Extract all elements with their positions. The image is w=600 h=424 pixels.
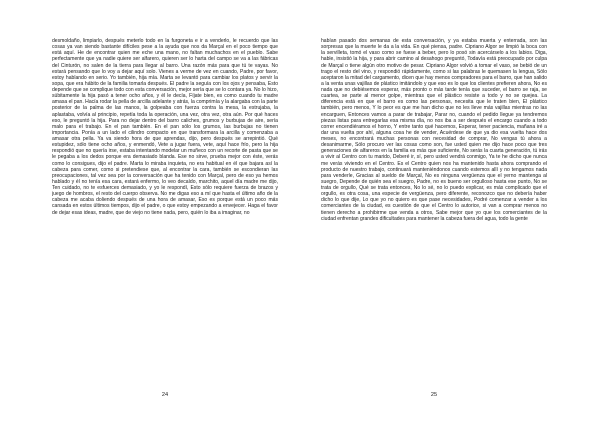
left-page-text: desmoldaño, limpiarlo, después meterlo todo en la furgoneta e ir a venderlo, le recuerdo que las cosas ya van siendo bastante difíciles pese a la ayuda que nos da Marçal en el poco tiempo que está aquí. He de encontrar quien me eche una mano, no faltan muchachos en el pueblo. Sabe perfectamente que ya nadie quiere ser alfarero, quieren ser lo harta del campo se va a las fábricas del Cinturón, no salen de la tierra para llegar al barro. Una razón más para que tú te vayas. No estará pensando que lo voy a dejar aquí solo. Vienes a verme de vez en cuando, Padre, por favor, estoy hablando en serio. Yo también, hija mía. Marta se levantó para cambiar los platos y servir la sopa, que era hábito de la familia tomarla después. El padre la seguía con los ojos y pensaba, Esto depende que se complique todo con esta conversación, mejor sería que se lo contara ya. No lo hizo, súbitamente la hija pasó a tener ocho años, y él le decía, Fíjate bien, es como cuando tu madre amasa el pan. Hacía rodar la pella de arcilla adelante y atrás, la comprimía y la alargaba con la parte posterior de la palma de las manos, la golpeaba con fuerza contra la mesa, la estrujaba, la aplastaba, volvía al principio, repetía toda la operación, una vez, otra vez, otra aún. Por qué haces eso, le preguntó la hija. Para no dejar dentro del barro caliches, grumos y burbujas de aire, sería malo para el trabajo. En el pan también. En el pan sólo los grumos, las burbujas no tienen importancia. Ponía a un lado el cilindro compacto en que transformara la arcilla y comenzaba a amasar otra pella. Ya va siendo hora de que aprendas, dijo, pero después se arrepintió. Qué estupidez, sólo tiene ocho años, y enmendó, Vete a jugar fuera, vete, aquí hace frío, pero la hija respondió que no quería irse, estaba intentando modelar un muñeco con un recorte de pasta que se le pegaba a los dedos porque era demasiado blanda. Ese no sirve, prueba mejor con éste, verás como lo consigues, dijo el padre. Marta lo miraba inquieta, no era habitual en él que bajara así la cabeza para comer, como si pretendiese que, al encontrar la cara, también se escondieran las preocupaciones, tal vez sea por la conversación que ha tenido con Marçal, pero de eso ya hemos hablado y él no tenía esa cara, estará enfermo, lo veo decaído, marchito, aquel día madre me dijo, Ten cuidado, no te esfuerces demasiado, y yo le respondí, Esto sólo requiere fuerza de brazos y juego de hombros, el resto del cuerpo observa. No me digas eso a mí que hasta el último año de la cabeza me acaba doliendo después de una hora de amasar, Eso es porque está un poco más cansada en estos últimos tiempos, dijo el padre, o que estoy empezando a envejecer. Haga el favor de dejar esas ideas, madre, que de viejo no tiene nada, pero, quién lo iba a imaginar, no [52,38,278,216]
left-page [52,38,278,398]
left-page-number: 24 [161,392,169,398]
right-page-text: habían pasado dos semanas de esta conversación, y ya estaba muerta y enterrada, son las sorpresas que la muerte le da a la vida. En qué piensa, padre. Cipriano Algor se limpió la boca con la servilleta, tomó el vaso como se fuese a beber, pero lo posó sin acercárselo a los labios. Diga, hable, insistió la hija, y para abrir camino al desahogo preguntó, Todavía está preocupado por culpa de Marçal o tiene algún otro motivo de pesar. Cipriano Algor volvió a tomar el vaso, se bebió de un trago el resto del vino, y respondió rápidamente, como si las palabras le quemasen la lengua, Sólo aceptaron la mitad del cargamento, dicen que hay menos compradores para el barro, que han salido a la venta unas vajillas de plástico imitándolo y que eso es lo que los clientes prefieren ahora, No es nada que no debiésemos esperar, más pronto o más tarde tenía que suceder, el barro se raja, se cuartea, se parte al menor golpe, mientras que el plástico resiste a todo y no se quejea. La diferencia está en que el barro es como las personas, necesita que le traten bien, El plástico también, pero menos, Y lo peor es que me han dicho que no les lleve más vajillas mientras no las encarguen, Entonces vamos a parar de trabajar, Parar no, cuando el pedido llegue ya tendremos piezas listas para entregarlas esa misma día, no nos iba a ser después el encargo cuando a todo correr encendiéramos el horno, Y entre tanto qué hacemos, Esperar, tener paciencia, mañana iré a dar una vuelta por ahí, alguna cosa he de vender, Acuérdese de que ya dio esa vuelta hace dos meses, no encontrará muchas personas con necesidad de comprar, No vengas tú ahora a desanimarme, Sólo procuro ver las cosas como son, fue usted quien me dijo hace poco que tres generaciones de alfareros en la familia es más que suficiente, No serás la cuarta generación, tú irás a vivir al Centro con tu marido, Deberé ir, sí, pero usted vendrá conmigo, Ya te he dicho que nunca me verás viviendo en el Centro. Es el Centro quien nos ha mantenido hasta ahora comprando el producto de nuestro trabajo, continuará manteniéndonos cuando estemos allí y no tengamos nada para venderle, Gracias al sueldo de Marçal, No es ninguna vergüenza que el yerno mantenga al suegro, Depende de quién sea el suegro, Padre, no es bueno ser orgulloso hasta ese punto, No se trata de orgullo, Qué se trata entonces, No lo sé, no lo puedo explicar, es más complicado que el orgullo, es otra cosa, una especie de vergüenza, pero diferente, reconozco que no debería haber dicho lo que dije, Lo que yo no quiero es que pase necesidades, Podré comenzar a vender a los comerciantes de la ciudad, es cuestión de que el Centro lo autorice, si van a comprar menos no tienen derecho a prohibirme que venda a otros, Sabe mejor que yo que los comerciantes de la ciudad enfrentan grandes dificultades para mantener la cabeza fuera del agua, todo la gente [321,38,547,222]
right-page [321,38,547,398]
right-page-number: 25 [430,392,438,398]
